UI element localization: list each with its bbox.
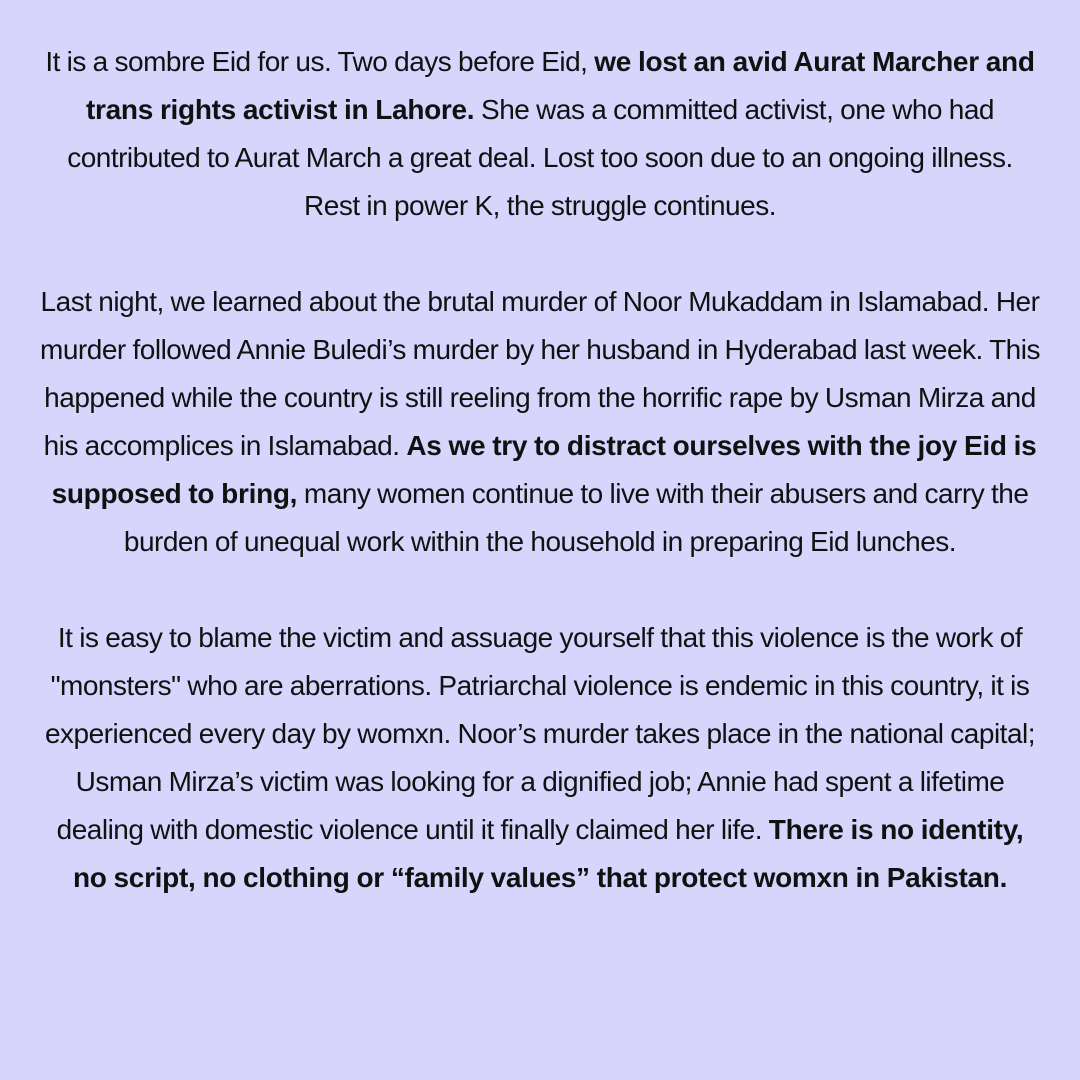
paragraph-1 xyxy=(40,38,1040,230)
paragraph-1-text: It is a sombre Eid for us. Two days before Eid, xyxy=(45,46,595,77)
paragraph-2-bold-text: As we try to distract ourselves with the joy Eid is supposed to bring, xyxy=(51,430,1037,509)
paragraph-3-text: It is easy to blame the victim and assuage yourself that this violence is the work of "monsters" who are aberrations. Patriarchal violence is endemic in this country, it is experienced every day by womxn. Noor’s murder takes place in the national capital; Usman Mirza’s victim was looking for a dignified job; Annie had spent a lifetime dealing with domestic violence until it finally claimed her life. xyxy=(44,622,1036,845)
paragraph-3-bold-text: There is no identity, no script, no clothing or “family values” that protect womxn in Pakistan. xyxy=(72,814,1024,893)
paragraph-2 xyxy=(40,278,1040,566)
paragraph-3 xyxy=(40,614,1040,902)
paragraph-2-text: Last night, we learned about the brutal murder of Noor Mukaddam in Islamabad. Her murder followed Annie Buledi’s murder by her husband in Hyderabad last week. This happened while the country is still reeling from the horrific rape by Usman Mirza and his accomplices in Islamabad. xyxy=(40,286,1040,461)
paragraph-1-text-end: She was a committed activist, one who had contributed to Aurat March a great deal. Lost too soon due to an ongoing illness. Rest in power K, the struggle continues. xyxy=(67,94,1013,221)
paragraph-2-text-end: many women continue to live with their abusers and carry the burden of unequal work within the household in preparing Eid lunches. xyxy=(123,478,1029,557)
paragraph-1-bold-text: we lost an avid Aurat Marcher and trans rights activist in Lahore. xyxy=(86,46,1035,125)
